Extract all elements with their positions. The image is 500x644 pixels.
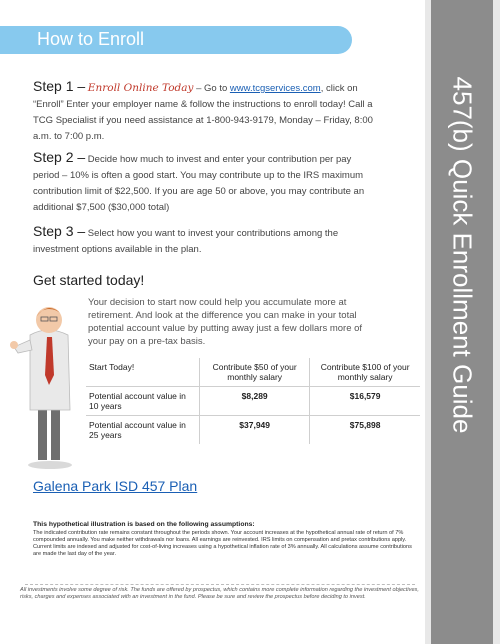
table-header-row [86, 358, 420, 387]
get-started-intro: Your decision to start now could help you accumulate more at retirement. And look at the difference you can make in your total potential account value by putting away just a few dollars more of your pay on a pre-tax basis. [88, 297, 363, 347]
enroll-online-today: Enroll Online Today [87, 82, 194, 94]
assumptions-heading: This hypothetical illustration is based on the following assumptions: [33, 521, 255, 528]
step-1-label: Step 1 – [33, 78, 86, 94]
table-cell: $16,579 [310, 387, 420, 416]
step-1 [33, 78, 378, 145]
plan-link[interactable]: Galena Park ISD 457 Plan [33, 478, 198, 494]
table-header-cell: Start Today! [89, 362, 135, 372]
table-header-cell: Contribute $50 of your monthly salary [200, 358, 310, 387]
step-2-label: Step 2 – [33, 149, 86, 165]
table-cell: $8,289 [200, 387, 310, 416]
step-1-text-a: – Go to [193, 83, 230, 94]
step-2 [33, 149, 378, 216]
step-1-text-b: , click on “Enroll” Enter your employer name & follow the instructions to enroll today! Call a TCG Specialist if you need assistance at 1-800-943-9179, Monday – Friday, 8:00 a.m. to 7:00 p.m. [33, 83, 373, 142]
table-header-cell: Contribute $100 of your monthly salary [310, 358, 420, 387]
footer-disclaimer: All investments involve some degree of risk. The funds are offered by prospectus, which contains more complete information regarding the investment objectives, risks, charges and expenses associated with an investment in the fund. Please be sure and review the prospectus before deciding to invest. [20, 587, 419, 600]
contribution-table [86, 358, 420, 444]
table-row [86, 416, 420, 445]
tcg-website-link[interactable]: www.tcgservices.com [229, 83, 321, 94]
table-row [86, 387, 420, 416]
header-bar [0, 26, 352, 54]
assumptions-body: The indicated contribution rate remains constant throughout the periods shown. Your account increases at the hypothetical annual rate of return of 7% compounded annually. You make neither withdrawals nor loans. All earnings are reinvested. IRS limits on compensation and pretax contributions apply. Current limits are indexed and adjusted for cost-of-living increases using a hypothetical inflation rate of 3% annually. All calculations assume contributions are made the last day of the year. [33, 530, 412, 557]
businessman-illustration [8, 295, 84, 470]
footer-divider [25, 584, 415, 585]
table-cell: Potential account value in 10 years [86, 387, 200, 416]
get-started-heading: Get started today! [33, 272, 145, 288]
step-3 [33, 223, 378, 258]
step-3-label: Step 3 – [33, 223, 86, 239]
guide-title: 457(b) Quick Enrollment Guide [447, 76, 478, 434]
section-title: How to Enroll [37, 29, 145, 49]
step-2-text: Decide how much to invest and enter your contribution per pay period – 10% is often a good start. You may contribute up to the IRS maximum contribution limit of $22,500. If you are age 50 or above, you may contribute an additional $7,500 ($30,000 total) [33, 154, 365, 213]
table-cell: Potential account value in 25 years [86, 416, 200, 445]
step-3-text: Select how you want to invest your contributions among the investment options available in the plan. [33, 228, 339, 255]
table-cell: $75,898 [310, 416, 420, 445]
table-cell: $37,949 [200, 416, 310, 445]
